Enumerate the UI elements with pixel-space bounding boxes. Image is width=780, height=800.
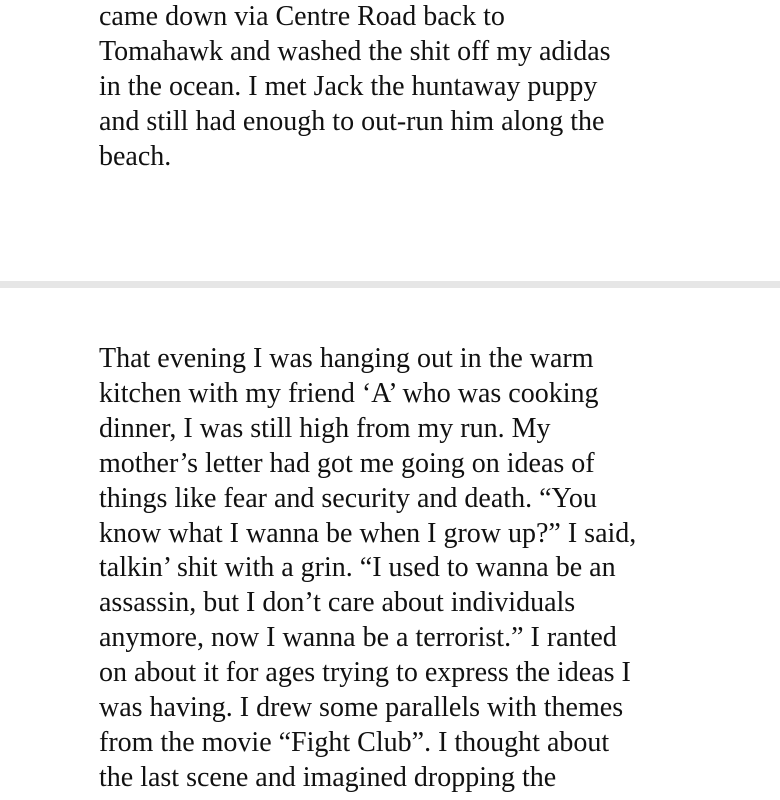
paragraph-bottom xyxy=(99,342,699,796)
text-line: talkin’ shit with a grin. “I used to wanna be an xyxy=(99,552,616,584)
page-divider xyxy=(0,281,780,288)
text-line: assassin, but I don’t care about individuals xyxy=(99,587,576,619)
text-line: anymore, now I wanna be a terrorist.” I ranted xyxy=(99,622,617,654)
text-line: the last scene and imagined dropping the xyxy=(99,761,557,793)
text-line: beach. xyxy=(99,140,172,172)
text-line: was having. I drew some parallels with themes xyxy=(99,692,624,724)
text-line: know what I wanna be when I grow up?” I said, xyxy=(99,517,637,549)
text-line: mother’s letter had got me going on ideas of xyxy=(99,447,595,479)
text-line: That evening I was hanging out in the warm xyxy=(99,343,594,374)
text-line: dinner, I was still high from my run. My xyxy=(99,412,551,444)
page-bottom xyxy=(0,288,780,800)
page-top xyxy=(0,0,780,281)
text-line: came down via Centre Road back to xyxy=(99,1,505,32)
paragraph-top xyxy=(99,0,699,175)
text-line: and still had enough to out-run him along the xyxy=(99,105,605,137)
text-line: from the movie “Fight Club”. I thought about xyxy=(99,726,610,758)
text-line: on about it for ages trying to express the ideas I xyxy=(99,657,631,689)
text-line: Tomahawk and washed the shit off my adidas xyxy=(99,35,611,67)
text-line: things like fear and security and death. “You xyxy=(99,482,597,514)
text-line: in the ocean. I met Jack the huntaway puppy xyxy=(99,70,598,102)
text-line: kitchen with my friend ‘A’ who was cooking xyxy=(99,377,599,409)
